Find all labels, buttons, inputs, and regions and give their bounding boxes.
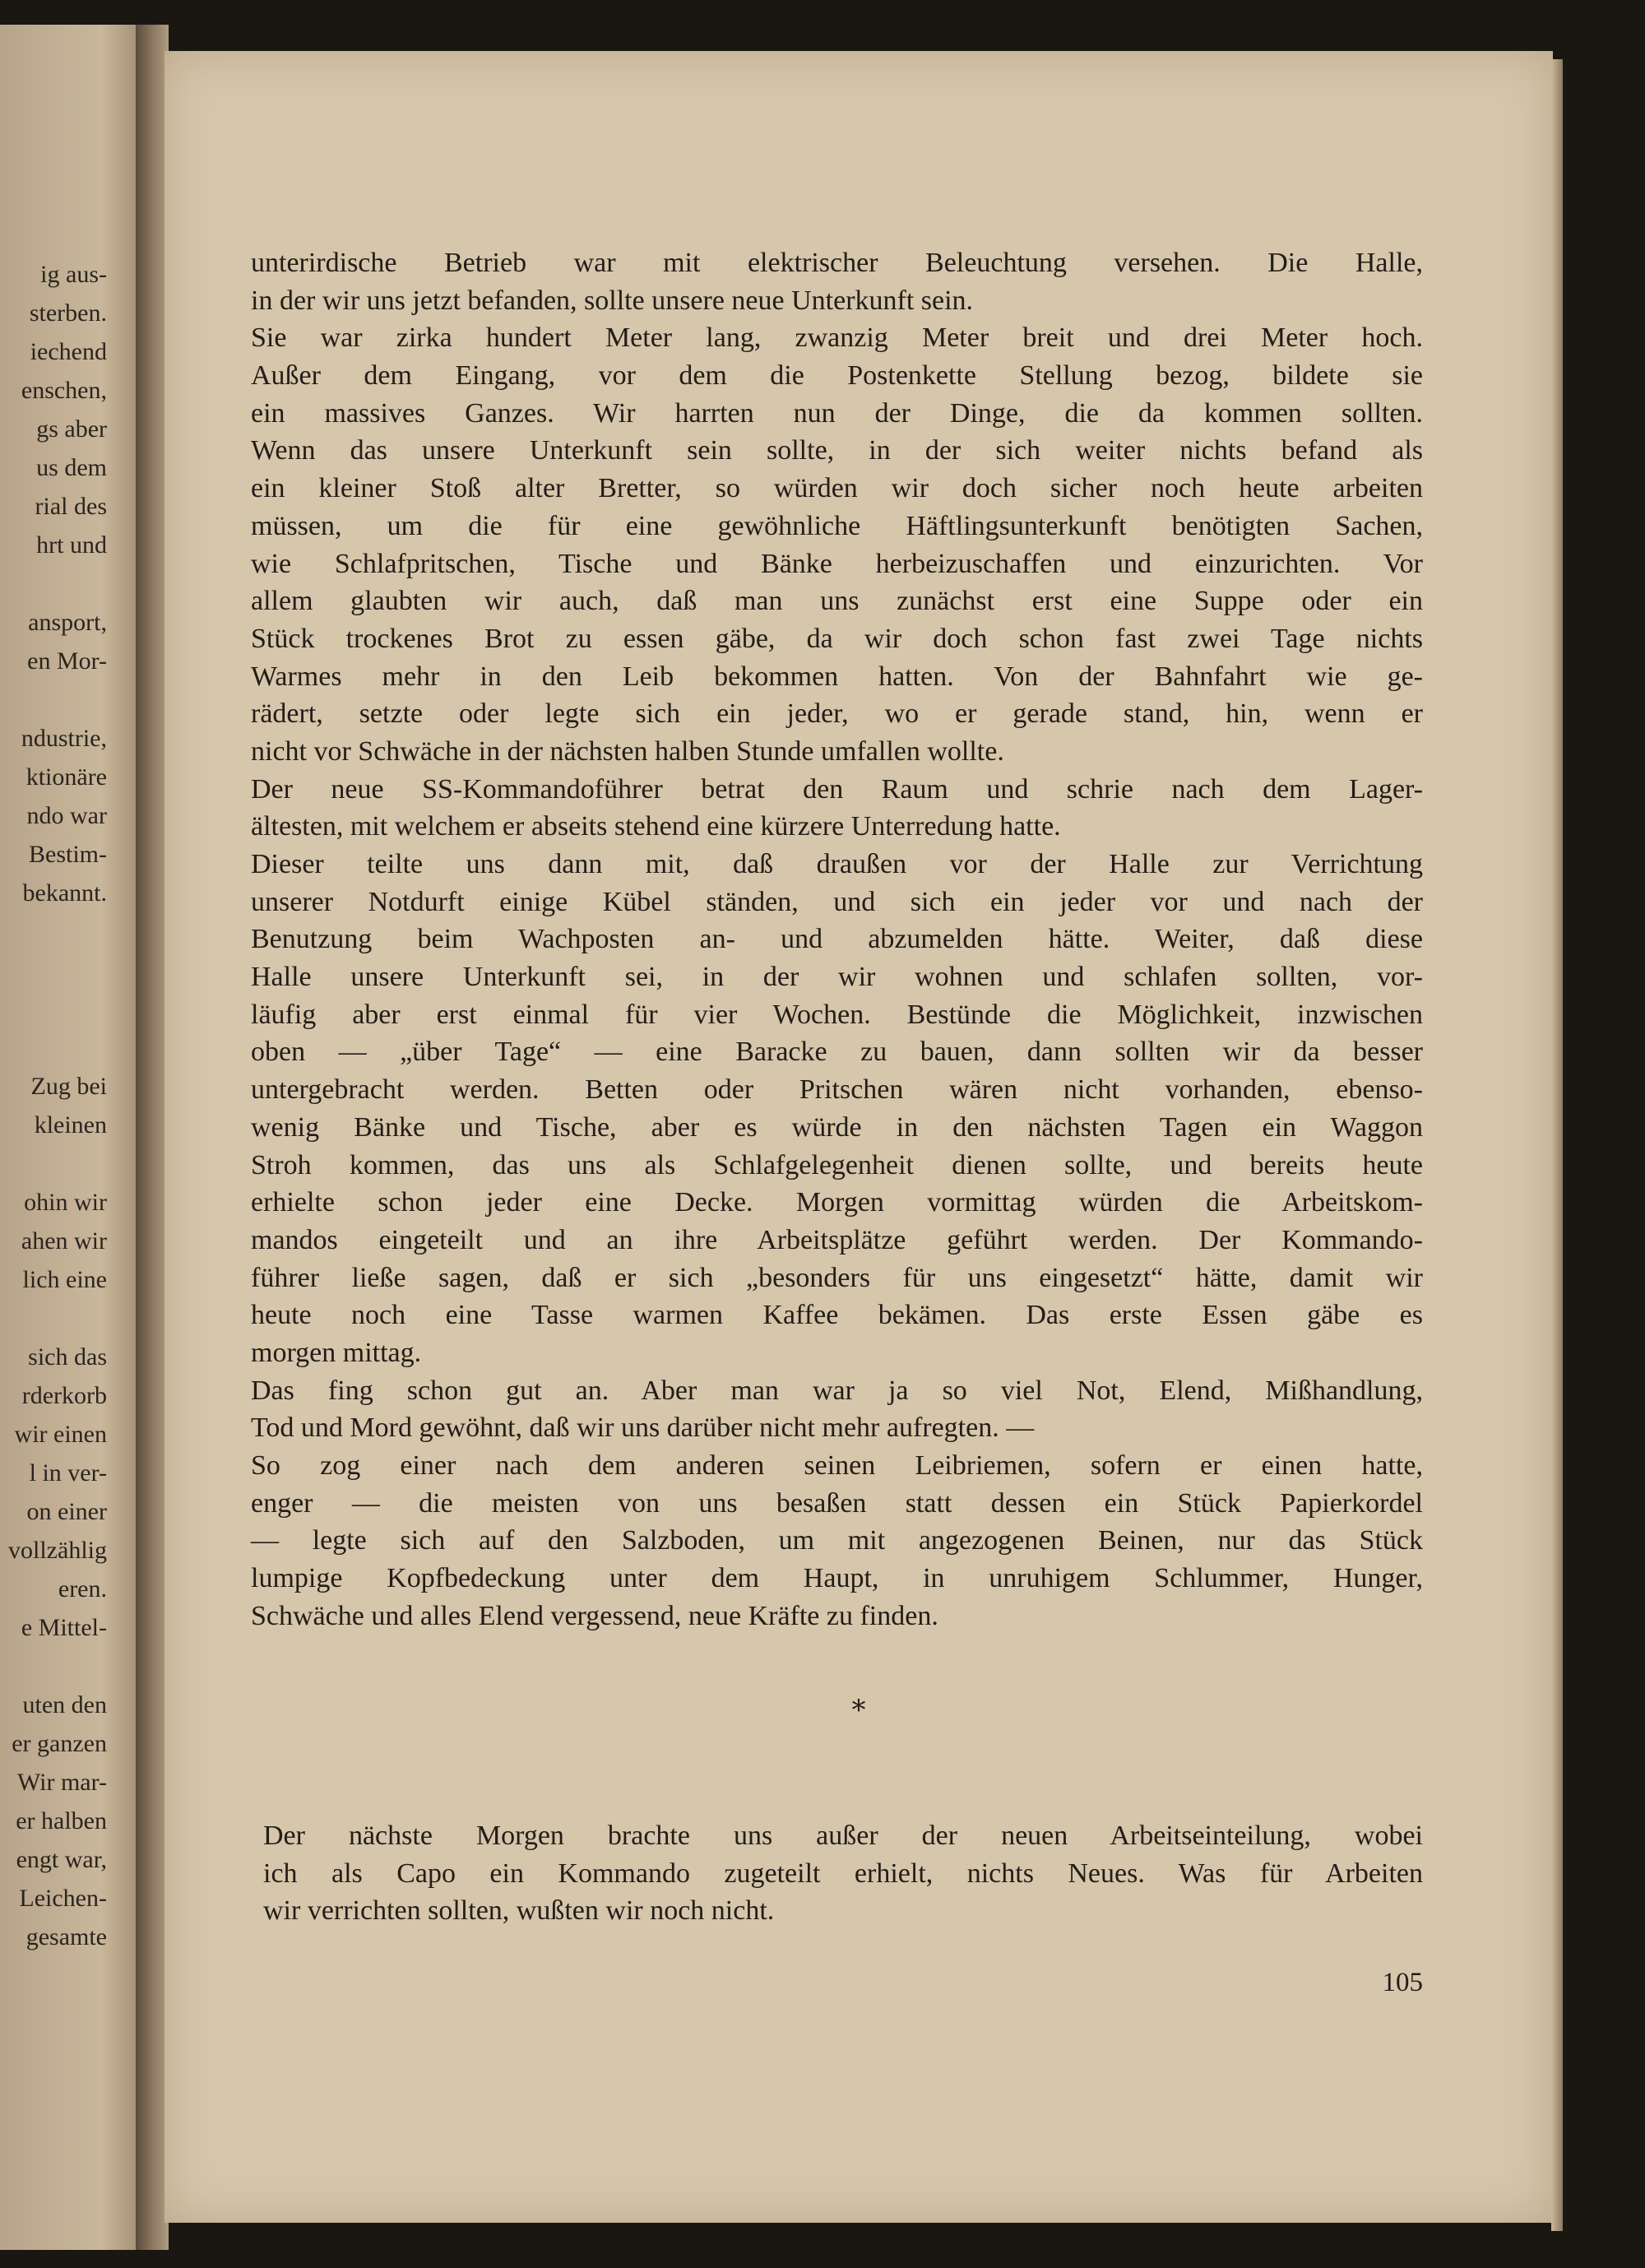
left-page-fragment: Leichen-: [19, 1885, 107, 1912]
text-line: mandos eingeteilt und an ihre Arbeitsplätze geführt werden. Der Kommando-: [251, 1224, 1423, 1255]
text-line: Schwäche und alles Elend vergessend, neue Kräfte zu finden.: [251, 1600, 938, 1631]
left-page-fragment: sterben.: [29, 299, 107, 327]
left-page-fragment: rial des: [35, 493, 107, 520]
text-line: wenig Bänke und Tische, aber es würde in den nächsten Tagen ein Waggon: [251, 1111, 1423, 1143]
left-page-fragment: ohin wir: [24, 1189, 107, 1216]
page-number: 105: [1382, 1968, 1423, 1997]
left-page-fragment: Wir mar-: [17, 1769, 107, 1796]
text-line: läufig aber erst einmal für vier Wochen. Bestünde die Möglichkeit, inzwischen: [251, 999, 1423, 1030]
left-page-fragment: l in ver-: [29, 1459, 107, 1486]
text-line: Stroh kommen, das uns als Schlafgelegenheit dienen sollte, und bereits heute: [251, 1149, 1423, 1180]
left-page-fragment: hrt und: [36, 531, 107, 559]
left-page-fragment: wir einen: [14, 1421, 107, 1448]
left-page-fragment: bekannt.: [22, 879, 107, 907]
left-page-fragment: [0, 680, 107, 719]
text-line: rädert, setzte oder legte sich ein jeder, wo er gerade stand, hin, wenn er: [251, 698, 1423, 730]
text-line: So zog einer nach dem anderen seinen Leibriemen, sofern er einen hatte,: [251, 1450, 1423, 1481]
text-line: Dieser teilte uns dann mit, daß draußen vor der Halle zur Verrichtung: [251, 849, 1423, 879]
main-text-block: [251, 244, 1423, 1635]
left-page-fragment: [0, 1299, 107, 1338]
left-page-fragment: ktionäre: [25, 763, 107, 791]
left-page-fragment: [0, 1647, 107, 1686]
text-line: Das fing schon gut an. Aber man war ja so viel Not, Elend, Mißhandlung,: [251, 1375, 1423, 1406]
text-line: untergebracht werden. Betten oder Pritschen wären nicht vorhanden, ebenso-: [251, 1074, 1423, 1106]
text-line: Der nächste Morgen brachte uns außer der neuen Arbeitseinteilung, wobei: [263, 1820, 1423, 1851]
left-page-fragment: [0, 564, 107, 603]
text-line: erhielte schon jeder eine Decke. Morgen vormittag würden die Arbeitskom-: [251, 1187, 1423, 1218]
text-line: müssen, um die für eine gewöhnliche Häftlingsunterkunft benötigten Sachen,: [251, 510, 1423, 541]
text-line: ältesten, mit welchem er abseits stehend eine kürzere Unterredung hatte.: [251, 811, 1061, 842]
text-line: Außer dem Eingang, vor dem die Postenkette Stellung bezog, bildete sie: [251, 360, 1423, 392]
right-page: [164, 51, 1553, 2223]
left-page-fragment: gesamte: [25, 1923, 107, 1950]
text-line: — legte sich auf den Salzboden, um mit angezogenen Beinen, nur das Stück: [251, 1525, 1423, 1556]
left-page-fragment: kleinen: [34, 1111, 107, 1139]
text-line: lumpige Kopfbedeckung unter dem Haupt, in unruhigem Schlummer, Hunger,: [251, 1563, 1423, 1594]
section-separator: *: [851, 1694, 866, 1727]
text-line: enger — die meisten von uns besaßen statt dessen ein Stück Papierkordel: [251, 1487, 1423, 1519]
text-line: wir verrichten sollten, wußten wir noch nicht.: [263, 1895, 775, 1927]
text-line: Warmes mehr in den Leib bekommen hatten. Von der Bahnfahrt wie ge-: [251, 661, 1423, 692]
text-line: Sie war zirka hundert Meter lang, zwanzig Meter breit und drei Meter hoch.: [251, 322, 1423, 354]
left-page-fragment: en Mor-: [27, 647, 107, 675]
text-line: ein kleiner Stoß alter Bretter, so würden wir doch sicher noch heute arbeiten: [251, 473, 1423, 504]
left-page-fragment: e Mittel-: [21, 1614, 107, 1641]
text-line: nicht vor Schwäche in der nächsten halben Stunde umfallen wollte.: [251, 735, 1004, 767]
left-page-fragment: ahen wir: [21, 1227, 107, 1255]
left-page-text: [0, 255, 107, 1956]
text-line: Halle unsere Unterkunft sei, in der wir wohnen und schlafen sollten, vor-: [251, 962, 1423, 993]
text-line: unterirdische Betrieb war mit elektrischer Beleuchtung versehen. Die Halle,: [251, 248, 1423, 278]
left-page: [0, 25, 144, 2250]
text-line: oben — „über Tage“ — eine Baracke zu bauen, dann sollten wir da besser: [251, 1037, 1423, 1068]
text-line: wie Schlafpritschen, Tische und Bänke herbeizuschaffen und einzurichten. Vor: [251, 548, 1423, 579]
text-line: allem glaubten wir auch, daß man uns zunächst erst eine Suppe oder ein: [251, 586, 1423, 617]
text-line: morgen mittag.: [251, 1337, 422, 1368]
left-page-fragment: ndo war: [26, 802, 107, 829]
left-page-fragment: gs aber: [36, 415, 107, 443]
text-line: unserer Notdurft einige Kübel ständen, und sich ein jeder vor und nach der: [251, 886, 1423, 917]
left-page-fragment: [0, 990, 107, 1028]
text-line: in der wir uns jetzt befanden, sollte unsere neue Unterkunft sein.: [251, 285, 974, 316]
text-line: führer ließe sagen, daß er sich „besonders für uns eingesetzt“ hätte, damit wir: [251, 1262, 1423, 1293]
left-page-fragment: ndustrie,: [21, 725, 107, 752]
text-line: Der neue SS-Kommandoführer betrat den Raum und schrie nach dem Lager-: [251, 773, 1423, 805]
left-page-fragment: eren.: [58, 1575, 107, 1602]
left-page-fragment: engt war,: [16, 1846, 107, 1873]
left-page-fragment: us dem: [36, 454, 107, 481]
left-page-fragment: Zug bei: [30, 1073, 107, 1100]
left-page-fragment: [0, 1028, 107, 1067]
left-page-fragment: uten den: [22, 1691, 107, 1718]
left-page-fragment: ig aus-: [40, 261, 107, 288]
second-text-block: [263, 1817, 1423, 1930]
left-page-fragment: on einer: [26, 1498, 107, 1525]
text-line: Wenn das unsere Unterkunft sein sollte, in der sich weiter nichts befand als: [251, 435, 1423, 466]
book-gutter: [136, 25, 169, 2250]
left-page-fragment: lich eine: [22, 1266, 107, 1293]
left-page-fragment: [0, 912, 107, 951]
left-page-fragment: ansport,: [28, 609, 107, 636]
left-page-fragment: vollzählig: [8, 1537, 107, 1564]
left-page-fragment: [0, 1144, 107, 1183]
left-page-fragment: er ganzen: [12, 1730, 107, 1757]
text-line: heute noch eine Tasse warmen Kaffee bekämen. Das erste Essen gäbe es: [251, 1300, 1423, 1331]
left-page-fragment: sich das: [28, 1343, 107, 1371]
left-page-fragment: Bestim-: [29, 841, 107, 868]
text-line: ein massives Ganzes. Wir harrten nun der Dinge, die da kommen sollten.: [251, 397, 1423, 429]
text-line: Stück trockenes Brot zu essen gäbe, da wir doch schon fast zwei Tage nichts: [251, 623, 1423, 654]
left-page-fragment: enschen,: [21, 377, 107, 404]
text-line: Tod und Mord gewöhnt, daß wir uns darüber nicht mehr aufregten. —: [251, 1412, 1035, 1444]
left-page-fragment: rderkorb: [21, 1382, 107, 1409]
page-edge: [1551, 59, 1563, 2231]
text-line: Benutzung beim Wachposten an- und abzumelden hätte. Weiter, daß diese: [251, 924, 1423, 955]
left-page-fragment: iechend: [30, 338, 107, 365]
left-page-fragment: [0, 951, 107, 990]
text-line: ich als Capo ein Kommando zugeteilt erhielt, nichts Neues. Was für Arbeiten: [263, 1858, 1423, 1889]
left-page-fragment: er halben: [16, 1807, 107, 1834]
